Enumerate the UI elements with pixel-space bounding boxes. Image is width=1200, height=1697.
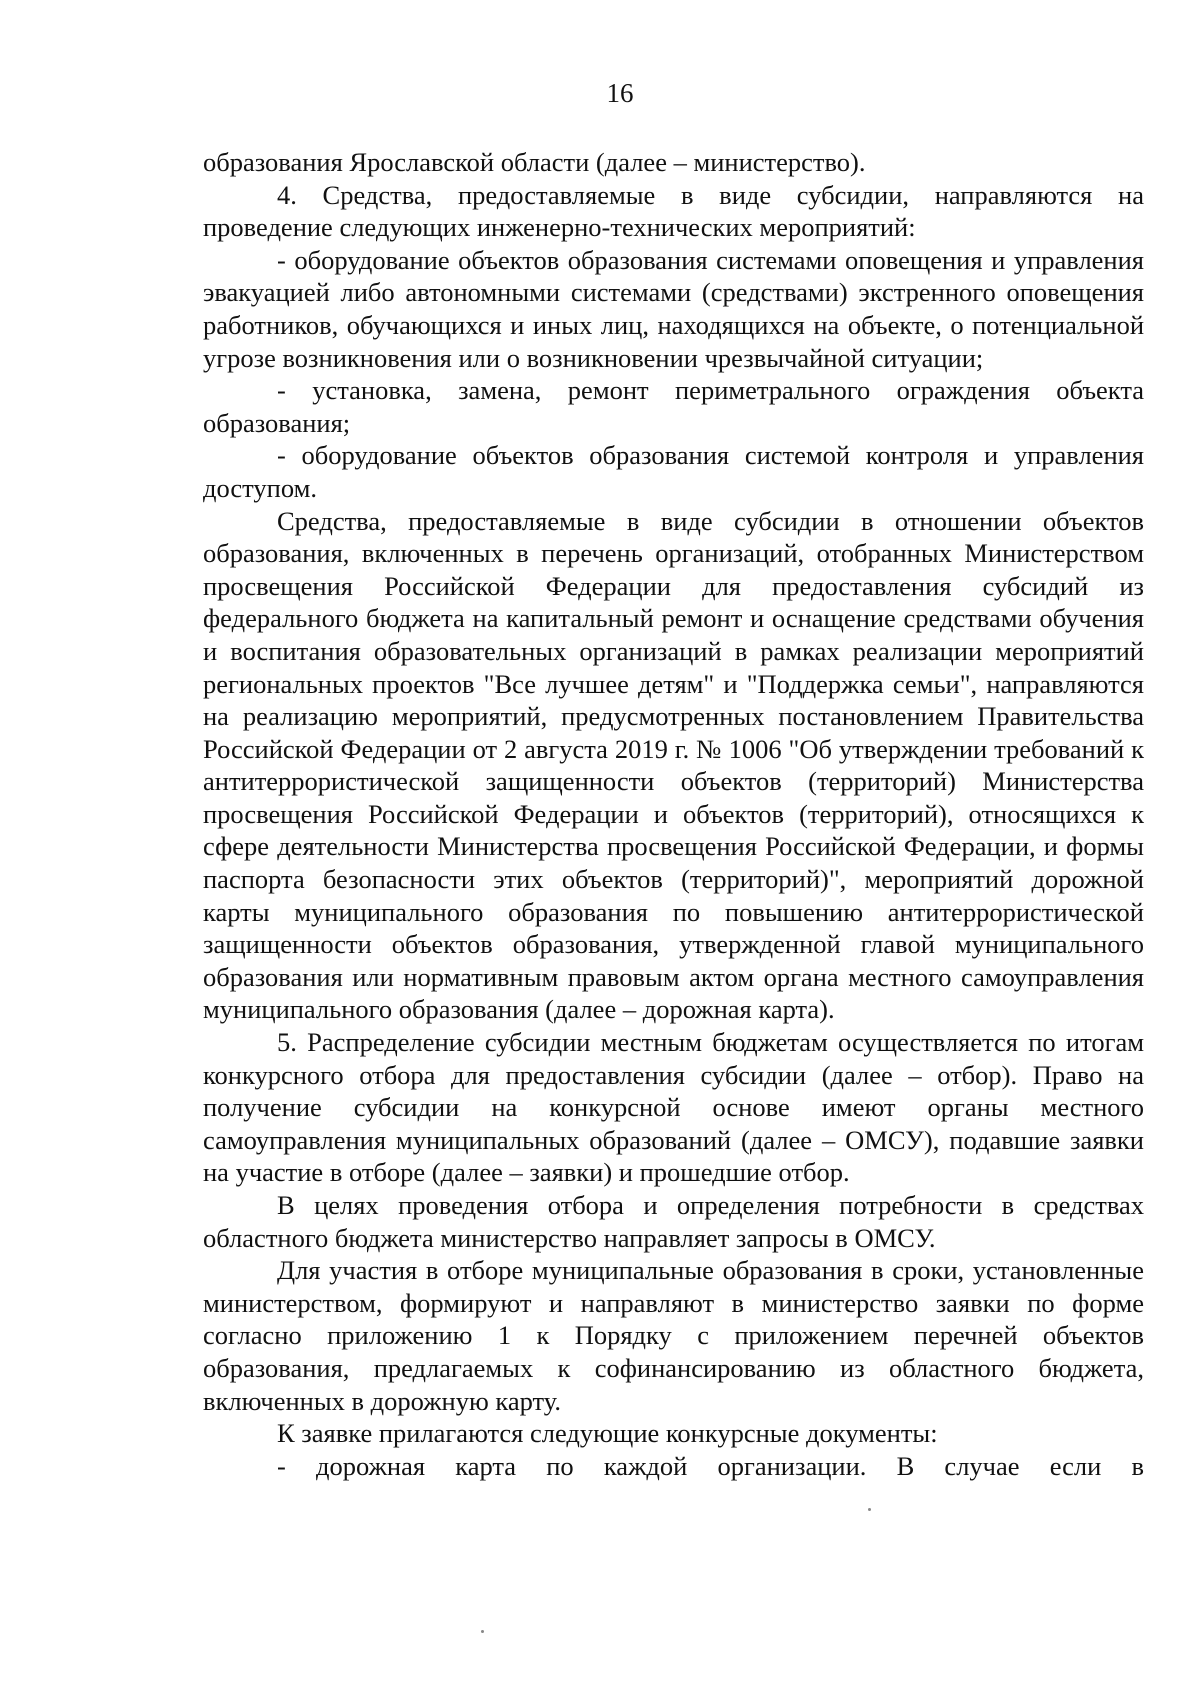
paragraph-bullet-fence: - установка, замена, ремонт периметрального ограждения объекта образования; [203, 375, 1144, 438]
scan-speck [481, 1630, 484, 1633]
paragraph-bullet-roadmap: - дорожная карта по каждой организации. В случае если в [277, 1450, 1144, 1481]
paragraph-selection-purpose: В целях проведения отбора и определения потребности в средствах областного бюджета министерство направляет запросы в ОМСУ. [203, 1190, 1144, 1253]
document-body [203, 146, 1144, 1482]
paragraph-subsidy-funds: Средства, предоставляемые в виде субсидии в отношении объектов образования, включенных в перечень организаций, отобранных Министерством просвещения Российской Федерации для предоставления субсидий из федерального бюджета на капитальный ремонт и оснащение средствами обучения и воспитания образовательных организаций в рамках реализации мероприятий региональных проектов "Все лучшее детям" и "Поддержка семьи", направляются на реализацию мероприятий, предусмотренных постановлением Правительства Российской Федерации от 2 августа 2019 г. № 1006 "Об утверждении требований к антитеррористической защищенности объектов (территорий) Министерства просвещения Российской Федерации и объектов (территорий), относящихся к сфере деятельности Министерства просвещения Российской Федерации, и формы паспорта безопасности этих объектов (территорий)", мероприятий дорожной карты муниципального образования по повышению антитеррористической защищенности объектов образования, утвержденной главой муниципального образования или нормативным правовым актом органа местного самоуправления муниципального образования (далее – дорожная карта). [203, 505, 1144, 1025]
paragraph-item-4: 4. Средства, предоставляемые в виде субсидии, направляются на проведение следующих инженерно-технических мероприятий: [203, 179, 1144, 243]
page-number: 16 [606, 78, 634, 108]
paragraph-documents-intro: К заявке прилагаются следующие конкурсные документы: [277, 1418, 938, 1449]
scan-speck [868, 1508, 871, 1511]
paragraph-bullet-access-control: - оборудование объектов образования системой контроля и управления доступом. [203, 440, 1144, 503]
paragraph-item-5: 5. Распределение субсидии местным бюджетам осуществляется по итогам конкурсного отбора для предоставления субсидии (далее – отбор). Право на получение субсидии на конкурсной основе имеют органы местного самоуправления муниципальных образований (далее – ОМСУ), подавшие заявки на участие в отборе (далее – заявки) и прошедшие отбор. [203, 1027, 1144, 1188]
paragraph-continuation: образования Ярославской области (далее – министерство). [203, 147, 866, 177]
paragraph-bullet-notification-systems: - оборудование объектов образования системами оповещения и управления эвакуацией либо автономными системами (средствами) экстренного оповещения работников, обучающихся и иных лиц, находящихся на объекте, о потенциальной угрозе возникновения или о возникновении чрезвычайной ситуации; [203, 244, 1144, 373]
paragraph-participation: Для участия в отборе муниципальные образования в сроки, установленные министерством, формируют и направляют в министерство заявки по форме согласно приложению 1 к Порядку с приложением перечней объектов образования, предлагаемых к софинансированию из областного бюджета, включенных в дорожную карту. [203, 1255, 1144, 1416]
